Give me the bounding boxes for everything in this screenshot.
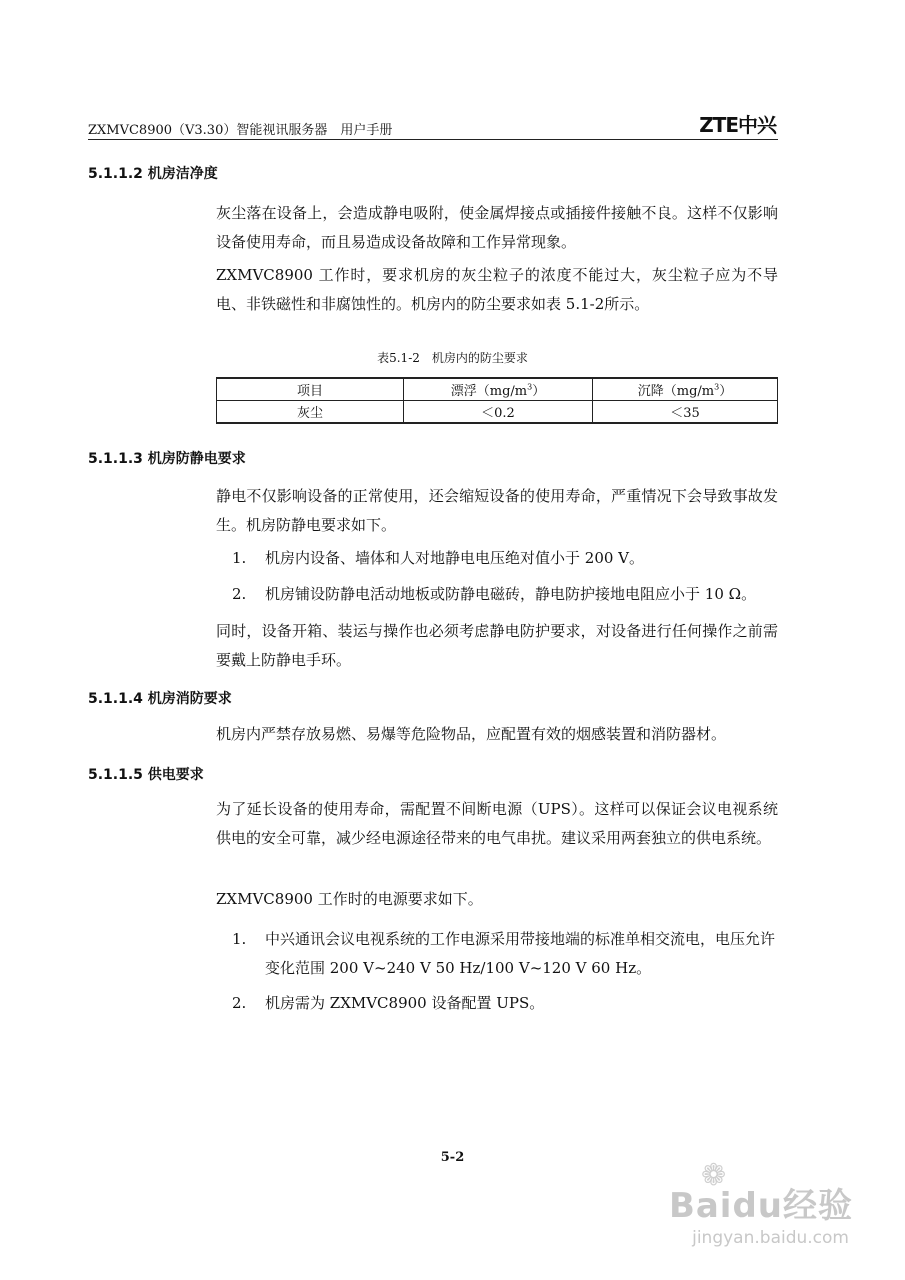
paragraph-dust-requirement: ZXMVC8900 工作时，要求机房的灰尘粒子的浓度不能过大，灰尘粒子应为不导电、非铁磁性和非腐蚀性的。机房内的防尘要求如表 5.1-2所示。 [216, 266, 778, 313]
page-header [88, 113, 778, 140]
paragraph-static-intro: 静电不仅影响设备的正常使用，还会缩短设备的使用寿命，严重情况下会导致事故发生。机房防静电要求如下。 [216, 487, 778, 534]
paragraph-power-intro: ZXMVC8900 工作时的电源要求如下。 [216, 890, 483, 908]
list-number: 1. [232, 930, 247, 948]
table-cell: ＜35 [593, 401, 778, 424]
paw-icon: ❁ [701, 1158, 727, 1193]
table-cell: 灰尘 [217, 401, 404, 424]
table-header-settling-label: 沉降（mg/m [637, 384, 715, 399]
table-header-row [217, 378, 778, 401]
paragraph-dust-effect: 灰尘落在设备上，会造成静电吸附，使金属焊接点或插接件接触不良。这样不仅影响设备使用寿命，而且易造成设备故障和工作异常现象。 [216, 204, 778, 251]
table-header-floating-label: 漂浮（mg/m [450, 384, 528, 399]
table-row [217, 401, 778, 424]
list-number: 2. [232, 585, 247, 603]
list-text: 机房铺设防静电活动地板或防静电磁砖，静电防护接地电阻应小于 10 Ω。 [265, 585, 757, 603]
table-caption: 表5.1-2 机房内的防尘要求 [377, 351, 528, 365]
superscript-3: 3 [714, 382, 720, 392]
heading-5-1-1-5: 5.1.1.5 供电要求 [88, 767, 204, 783]
superscript-3: 3 [527, 382, 533, 392]
list-text: 机房需为 ZXMVC8900 设备配置 UPS。 [265, 994, 545, 1012]
table-header-floating [404, 378, 593, 401]
header-title: ZXMVC8900（V3.30）智能视讯服务器 用户手册 [88, 123, 393, 138]
watermark-url: jingyan.baidu.com [692, 1228, 849, 1248]
table-header-settling-close: ） [719, 384, 733, 399]
table-header-floating-close: ） [532, 384, 546, 399]
page-number: 5-2 [440, 1150, 465, 1165]
heading-5-1-1-3: 5.1.1.3 机房防静电要求 [88, 451, 246, 467]
paragraph-ups: 为了延长设备的使用寿命，需配置不间断电源（UPS）。这样可以保证会议电视系统供电的安全可靠，减少经电源途径带来的电气串扰。建议采用两套独立的供电系统。 [216, 800, 778, 847]
table-cell: ＜0.2 [404, 401, 593, 424]
paragraph-fire-protection: 机房内严禁存放易燃、易爆等危险物品，应配置有效的烟感装置和消防器材。 [216, 725, 727, 743]
watermark-brand: Baidu经验 [668, 1186, 853, 1226]
zte-logo: ZTE中兴 [699, 113, 776, 137]
table-header-item: 项目 [217, 378, 404, 401]
paragraph-static-handling: 同时，设备开箱、装运与操作也必须考虑静电防护要求，对设备进行任何操作之前需要戴上防静电手环。 [216, 622, 778, 669]
table-header-settling [593, 378, 778, 401]
heading-5-1-1-4: 5.1.1.4 机房消防要求 [88, 691, 232, 707]
baidu-watermark [633, 1160, 853, 1260]
list-number: 1. [232, 549, 247, 567]
list-text: 机房内设备、墙体和人对地静电电压绝对值小于 200 V。 [265, 549, 645, 567]
list-number: 2. [232, 994, 247, 1012]
heading-5-1-1-2: 5.1.1.2 机房洁净度 [88, 166, 218, 182]
list-text: 中兴通讯会议电视系统的工作电源采用带接地端的标准单相交流电，电压允许变化范围 200 V~240 V 50 Hz/100 V~120 V 60 Hz。 [265, 930, 776, 977]
dust-requirements-table [216, 377, 778, 424]
